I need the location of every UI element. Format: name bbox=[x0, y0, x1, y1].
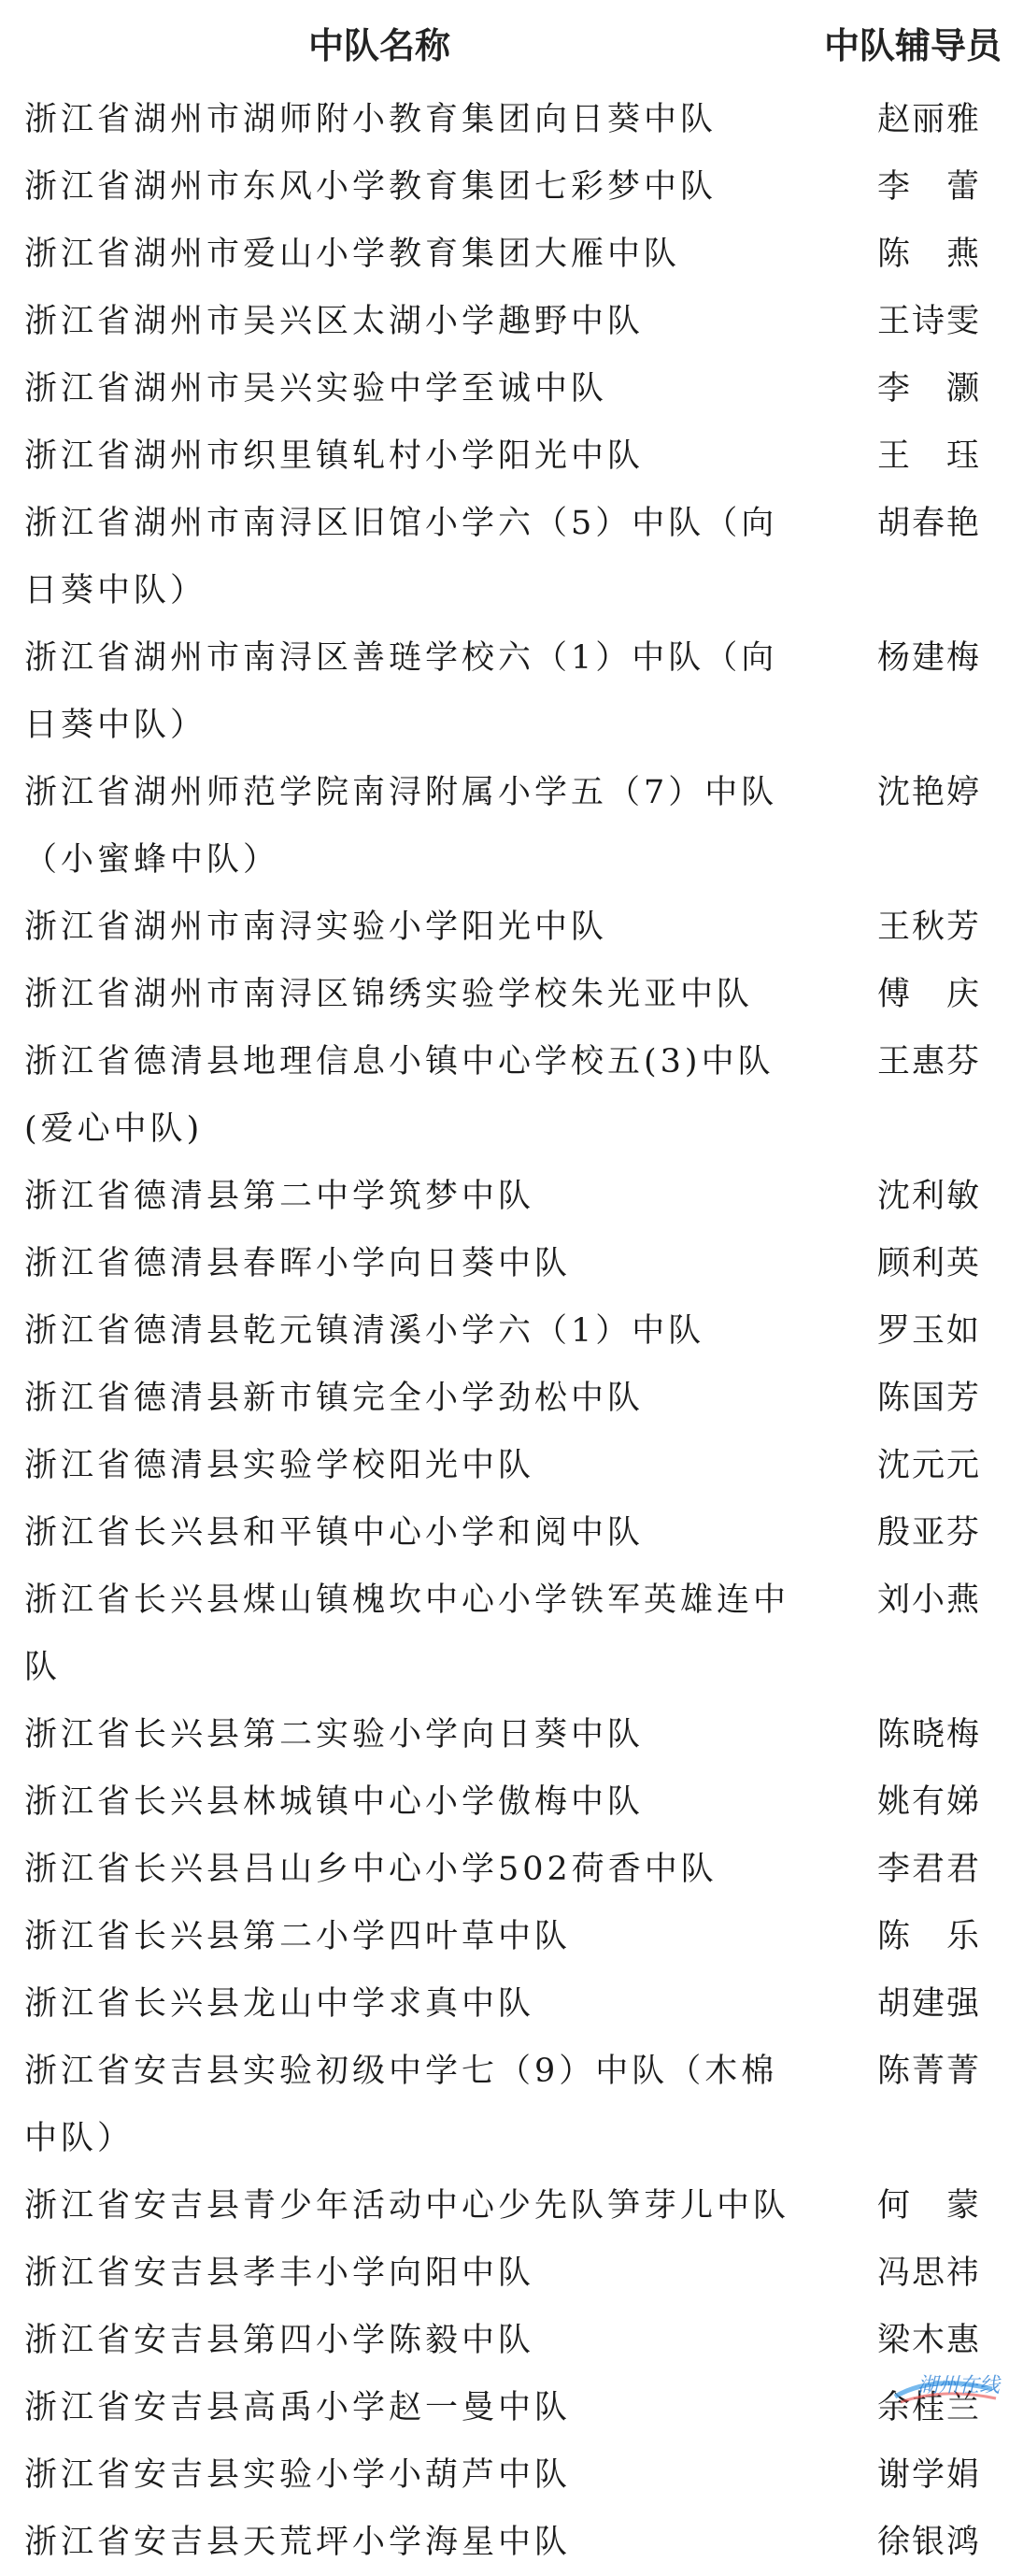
squadron-name: 浙江省德清县新市镇完全小学劲松中队 bbox=[24, 1380, 645, 1417]
squadron-name: 浙江省湖州市南浔区锦绣实验学校朱光亚中队 bbox=[24, 976, 754, 1013]
table-row bbox=[0, 1163, 1009, 1230]
squadron-name: 浙江省德清县地理信息小镇中心学校五(3)中队(爱心中队) bbox=[24, 1043, 775, 1148]
squadron-tutor: 罗玉如 bbox=[876, 1312, 981, 1350]
table-row bbox=[0, 2038, 1009, 2172]
squadron-name: 浙江省德清县乾元镇清溪小学六（1）中队 bbox=[24, 1312, 705, 1350]
squadron-name: 浙江省湖州市南浔区善琏学校六（1）中队（向日葵中队） bbox=[24, 639, 778, 744]
watermark-text: 湖州在线 bbox=[917, 2374, 1000, 2397]
squadron-tutor: 徐银鸿 bbox=[876, 2524, 981, 2561]
table-row bbox=[0, 2509, 1009, 2576]
table-row bbox=[0, 221, 1009, 288]
table-row bbox=[0, 1432, 1009, 1499]
squadron-name: 浙江省湖州市吴兴实验中学至诚中队 bbox=[24, 370, 608, 408]
squadron-tutor: 顾利英 bbox=[876, 1245, 981, 1282]
squadron-name: 浙江省安吉县实验小学小葫芦中队 bbox=[24, 2456, 572, 2494]
squadron-name: 浙江省湖州市湖师附小教育集团向日葵中队 bbox=[24, 101, 718, 138]
squadron-name: 浙江省长兴县和平镇中心小学和阅中队 bbox=[24, 1514, 645, 1552]
squadron-name: 浙江省安吉县实验初级中学七（9）中队（木棉中队） bbox=[24, 2053, 778, 2157]
squadron-name: 浙江省德清县第二中学筑梦中队 bbox=[24, 1178, 535, 1215]
squadron-tutor: 沈元元 bbox=[876, 1447, 981, 1484]
squadron-tutor: 李君君 bbox=[876, 1851, 981, 1888]
squadron-name: 浙江省长兴县煤山镇槐坎中心小学铁军英雄连中队 bbox=[24, 1581, 790, 1686]
squadron-tutor: 陈国芳 bbox=[876, 1380, 981, 1417]
squadron-tutor: 傅 庆 bbox=[876, 976, 981, 1013]
squadron-tutor: 王诗雯 bbox=[876, 303, 981, 340]
squadron-list bbox=[0, 86, 1009, 2576]
table-row bbox=[0, 1365, 1009, 1432]
squadron-name: 浙江省德清县实验学校阳光中队 bbox=[24, 1447, 535, 1484]
squadron-tutor: 陈 燕 bbox=[876, 236, 981, 273]
table-row bbox=[0, 759, 1009, 894]
table-row bbox=[0, 1028, 1009, 1163]
table-header bbox=[0, 0, 1009, 84]
squadron-tutor: 胡春艳 bbox=[876, 505, 981, 542]
squadron-tutor: 何 蒙 bbox=[876, 2187, 981, 2225]
table-row bbox=[0, 86, 1009, 153]
table-row bbox=[0, 2441, 1009, 2509]
squadron-tutor: 刘小燕 bbox=[876, 1581, 981, 1619]
squadron-tutor: 沈艳婷 bbox=[876, 774, 981, 811]
squadron-name: 浙江省安吉县青少年活动中心少先队笋芽儿中队 bbox=[24, 2187, 790, 2225]
squadron-name: 浙江省安吉县孝丰小学向阳中队 bbox=[24, 2254, 535, 2292]
squadron-name: 浙江省湖州市吴兴区太湖小学趣野中队 bbox=[24, 303, 645, 340]
table-row bbox=[0, 2240, 1009, 2307]
squadron-tutor: 殷亚芬 bbox=[876, 1514, 981, 1552]
squadron-name: 浙江省安吉县天荒坪小学海星中队 bbox=[24, 2524, 572, 2561]
table-row bbox=[0, 894, 1009, 961]
table-row bbox=[0, 624, 1009, 759]
squadron-tutor: 王惠芬 bbox=[876, 1043, 981, 1080]
squadron-tutor: 谢学娟 bbox=[876, 2456, 981, 2494]
table-row bbox=[0, 355, 1009, 422]
squadron-name: 浙江省湖州市织里镇轧村小学阳光中队 bbox=[24, 437, 645, 475]
squadron-name: 浙江省长兴县吕山乡中心小学502荷香中队 bbox=[24, 1851, 718, 1888]
squadron-name: 浙江省长兴县林城镇中心小学傲梅中队 bbox=[24, 1783, 645, 1821]
squadron-tutor: 余桂兰 bbox=[876, 2389, 981, 2426]
table-row bbox=[0, 1768, 1009, 1836]
table-row bbox=[0, 2172, 1009, 2240]
site-watermark bbox=[888, 2355, 1000, 2408]
column-header-squadron-tutor: 中队辅导员 bbox=[824, 25, 1002, 66]
squadron-name: 浙江省湖州市南浔实验小学阳光中队 bbox=[24, 909, 608, 946]
squadron-tutor: 李 灏 bbox=[876, 370, 981, 408]
squadron-name: 浙江省德清县春晖小学向日葵中队 bbox=[24, 1245, 572, 1282]
squadron-tutor: 杨建梅 bbox=[876, 639, 981, 677]
table-row bbox=[0, 288, 1009, 355]
table-row bbox=[0, 1970, 1009, 2038]
squadron-name: 浙江省安吉县高禹小学赵一曼中队 bbox=[24, 2389, 572, 2426]
column-header-squadron-name: 中队名称 bbox=[308, 25, 451, 66]
squadron-tutor: 姚有娣 bbox=[876, 1783, 981, 1821]
table-row bbox=[0, 1567, 1009, 1701]
squadron-name: 浙江省湖州师范学院南浔附属小学五（7）中队（小蜜蜂中队） bbox=[24, 774, 778, 879]
table-row bbox=[0, 1499, 1009, 1567]
squadron-name: 浙江省湖州市爱山小学教育集团大雁中队 bbox=[24, 236, 681, 273]
table-row bbox=[0, 1903, 1009, 1970]
table-row bbox=[0, 153, 1009, 221]
squadron-tutor: 李 蕾 bbox=[876, 168, 981, 206]
squadron-tutor: 陈 乐 bbox=[876, 1918, 981, 1955]
table-row bbox=[0, 1836, 1009, 1903]
squadron-name: 浙江省湖州市南浔区旧馆小学六（5）中队（向日葵中队） bbox=[24, 505, 778, 609]
squadron-tutor: 陈晓梅 bbox=[876, 1716, 981, 1753]
table-row bbox=[0, 961, 1009, 1028]
squadron-tutor: 陈菁菁 bbox=[876, 2053, 981, 2090]
table-row bbox=[0, 1230, 1009, 1297]
table-row bbox=[0, 490, 1009, 624]
table-row bbox=[0, 1297, 1009, 1365]
squadron-tutor: 冯思祎 bbox=[876, 2254, 981, 2292]
table-row bbox=[0, 1701, 1009, 1768]
squadron-name: 浙江省长兴县第二实验小学向日葵中队 bbox=[24, 1716, 645, 1753]
table-row bbox=[0, 2307, 1009, 2374]
squadron-name: 浙江省长兴县龙山中学求真中队 bbox=[24, 1985, 535, 2023]
squadron-tutor: 胡建强 bbox=[876, 1985, 981, 2023]
squadron-tutor: 沈利敏 bbox=[876, 1178, 981, 1215]
squadron-tutor: 梁木惠 bbox=[876, 2322, 981, 2359]
squadron-tutor: 王秋芳 bbox=[876, 909, 981, 946]
squadron-name: 浙江省湖州市东风小学教育集团七彩梦中队 bbox=[24, 168, 718, 206]
table-row bbox=[0, 2374, 1009, 2441]
squadron-tutor: 赵丽雅 bbox=[876, 101, 981, 138]
squadron-tutor: 王 珏 bbox=[876, 437, 981, 475]
squadron-name: 浙江省安吉县第四小学陈毅中队 bbox=[24, 2322, 535, 2359]
squadron-name: 浙江省长兴县第二小学四叶草中队 bbox=[24, 1918, 572, 1955]
table-row bbox=[0, 422, 1009, 490]
